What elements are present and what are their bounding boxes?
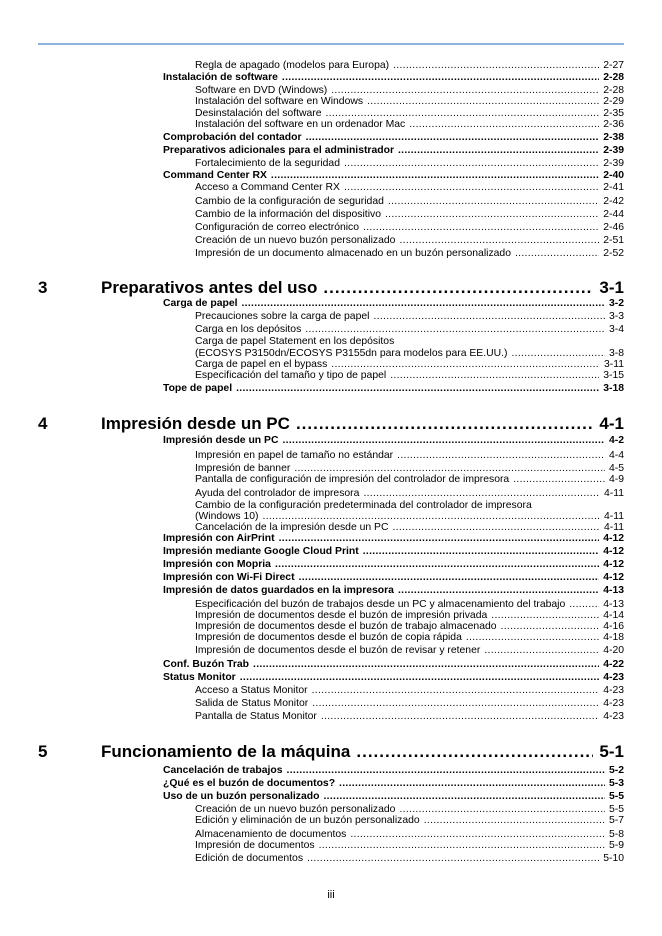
dot-leader	[279, 533, 600, 544]
chapter-title: Impresión desde un PC	[101, 414, 290, 433]
entry-page: 3-2	[608, 298, 624, 309]
toc-chapter[interactable]	[38, 414, 624, 434]
chapter-title: Preparativos antes del uso	[101, 278, 318, 297]
entry-title: Impresión de documentos desde el buzón de revisar y retener	[195, 645, 481, 656]
dot-leader	[306, 132, 600, 143]
entry-page: 4-12	[603, 572, 624, 583]
entry-title: ¿Qué es el buzón de documentos?	[163, 778, 336, 789]
dot-leader	[331, 85, 599, 96]
toc-subsection[interactable]	[195, 488, 624, 499]
dot-leader	[299, 572, 600, 583]
toc-subsection[interactable]	[195, 815, 624, 826]
entry-title: Impresión de datos guardados en la impresora	[163, 585, 394, 596]
toc-section[interactable]	[163, 778, 624, 789]
entry-page: 4-20	[603, 645, 624, 656]
entry-title: Instalación de software	[163, 72, 278, 83]
entry-page: 2-52	[603, 248, 624, 259]
entry-page: 4-11	[603, 511, 624, 522]
dot-leader	[363, 222, 599, 233]
dot-leader	[393, 60, 599, 71]
entry-title: Impresión de documentos	[195, 840, 315, 851]
toc-section[interactable]	[163, 145, 624, 156]
toc-section[interactable]	[163, 546, 624, 557]
entry-page: 5-8	[608, 829, 624, 840]
entry-title: Instalación del software en Windows	[195, 96, 364, 107]
toc-subsection[interactable]	[195, 711, 624, 722]
entry-title: Impresión de documentos desde el buzón de impresión privada	[195, 610, 488, 621]
toc-subsection[interactable]	[195, 222, 624, 233]
entry-title: Cambio de la información del dispositivo	[195, 209, 381, 220]
entry-title: Creación de un nuevo buzón personalizado	[195, 804, 396, 815]
entry-title: Software en DVD (Windows)	[195, 85, 328, 96]
entry-title: Edición de documentos	[195, 853, 304, 864]
entry-page: 4-2	[608, 435, 624, 446]
toc-section[interactable]	[163, 791, 624, 802]
entry-page: 4-4	[608, 450, 624, 461]
dot-leader	[305, 324, 605, 335]
entry-title: Impresión de un documento almacenado en un buzón personalizado	[195, 248, 511, 259]
entry-title: Cancelación de trabajos	[163, 765, 283, 776]
entry-page: 4-23	[603, 685, 624, 696]
toc-subsection[interactable]	[195, 182, 624, 193]
dot-leader	[511, 348, 605, 359]
entry-page: 3-3	[608, 311, 624, 322]
toc-subsection[interactable]	[195, 474, 624, 485]
entry-page: 4-11	[603, 522, 624, 533]
toc-section[interactable]	[163, 672, 624, 683]
entry-title: Impresión con AirPrint	[163, 533, 275, 544]
dot-leader	[501, 621, 600, 632]
dot-leader	[319, 840, 605, 851]
entry-page: 5-10	[603, 853, 624, 864]
dot-leader	[397, 450, 605, 461]
entry-page: 2-51	[603, 235, 624, 246]
entry-page: 2-44	[603, 209, 624, 220]
dot-leader	[513, 474, 605, 485]
toc-chapter[interactable]	[38, 742, 624, 762]
toc-entry-continuation: Cambio de la configuración predeterminada del controlador de impresora	[195, 500, 532, 511]
dot-leader	[344, 182, 599, 193]
toc-subsection[interactable]	[195, 853, 624, 864]
page-number: iii	[327, 889, 335, 901]
dot-leader	[393, 522, 600, 533]
entry-title: Carga de papel en el bypass	[195, 359, 328, 370]
entry-page: 4-16	[603, 621, 624, 632]
entry-page: 2-29	[603, 96, 624, 107]
entry-title: Salida de Status Monitor	[195, 698, 309, 709]
entry-page: 3-4	[608, 324, 624, 335]
dot-leader	[331, 359, 600, 370]
entry-page: 4-22	[603, 659, 624, 670]
entry-title: Impresión de banner	[195, 463, 291, 474]
entry-title: Regla de apagado (modelos para Europa)	[195, 60, 390, 71]
entry-page: 5-2	[608, 765, 624, 776]
toc-section[interactable]	[163, 572, 624, 583]
entry-title: Tope de papel	[163, 383, 233, 394]
toc-subsection[interactable]	[195, 698, 624, 709]
entry-title: Preparativos adicionales para el administrador	[163, 145, 394, 156]
dot-leader	[373, 311, 605, 322]
dot-leader	[491, 610, 599, 621]
dot-leader	[282, 72, 599, 83]
toc-subsection[interactable]	[195, 96, 624, 107]
chapter-page: 4-1	[599, 414, 624, 433]
entry-page: 4-18	[603, 632, 624, 643]
dot-leader	[282, 435, 604, 446]
toc-subsection[interactable]	[195, 632, 624, 643]
toc-section[interactable]	[163, 72, 624, 83]
dot-leader	[321, 711, 599, 722]
toc-subsection[interactable]	[195, 645, 624, 656]
chapter-number: 3	[38, 278, 48, 297]
toc-subsection[interactable]	[195, 60, 624, 71]
entry-title: Acceso a Command Center RX	[195, 182, 340, 193]
entry-page: 4-23	[603, 672, 624, 683]
toc-subsection[interactable]	[195, 685, 624, 696]
dot-leader	[339, 778, 605, 789]
entry-page: 2-36	[603, 119, 624, 130]
dot-leader	[242, 298, 605, 309]
toc-subsection[interactable]	[195, 196, 624, 207]
dot-leader	[398, 145, 599, 156]
entry-title: Ayuda del controlador de impresora	[195, 488, 360, 499]
dot-leader	[390, 370, 599, 381]
dot-leader	[253, 659, 599, 670]
toc-subsection[interactable]	[195, 324, 624, 335]
dot-leader	[294, 463, 605, 474]
entry-page: 4-9	[608, 474, 624, 485]
toc-subsection[interactable]	[195, 311, 624, 322]
toc-subsection[interactable]	[195, 450, 624, 461]
dot-leader	[344, 158, 599, 169]
toc-subsection[interactable]	[195, 359, 624, 370]
toc-subsection[interactable]	[195, 522, 624, 533]
entry-page: 2-28	[603, 85, 624, 96]
chapter-number: 4	[38, 414, 48, 433]
entry-title: Desinstalación del software	[195, 108, 322, 119]
entry-page: 2-40	[603, 170, 624, 181]
entry-title: Almacenamiento de documentos	[195, 829, 347, 840]
entry-title: Precauciones sobre la carga de papel	[195, 311, 370, 322]
chapter-title: Funcionamiento de la máquina	[101, 742, 351, 761]
entry-title: Impresión con Wi-Fi Direct	[163, 572, 295, 583]
entry-page: 3-11	[603, 359, 624, 370]
entry-page: 3-15	[603, 370, 624, 381]
entry-title: Instalación del software en un ordenador Mac	[195, 119, 406, 130]
dot-leader	[367, 96, 599, 107]
toc-subsection[interactable]	[195, 85, 624, 96]
dot-leader	[312, 698, 599, 709]
entry-title: Impresión mediante Google Cloud Print	[163, 546, 359, 557]
entry-title: Comprobación del contador	[163, 132, 302, 143]
toc-subsection[interactable]	[195, 209, 624, 220]
dot-leader	[307, 853, 599, 864]
entry-title: Carga de papel	[163, 298, 238, 309]
dot-leader	[296, 414, 593, 434]
toc-section[interactable]	[163, 298, 624, 309]
chapter-page: 3-1	[599, 278, 624, 297]
dot-leader	[236, 383, 599, 394]
entry-page: 2-27	[603, 60, 624, 71]
chapter-page: 5-1	[599, 742, 624, 761]
dot-leader	[287, 765, 605, 776]
entry-title: (ECOSYS P3150dn/ECOSYS P3155dn para modelos para EE.UU.)	[195, 348, 508, 359]
toc-subsection[interactable]	[195, 829, 624, 840]
toc-subsection[interactable]	[195, 610, 624, 621]
entry-page: 4-23	[603, 711, 624, 722]
dot-leader	[323, 278, 593, 298]
toc-chapter[interactable]	[38, 278, 624, 298]
dot-leader	[323, 791, 605, 802]
dot-leader	[515, 248, 599, 259]
dot-leader	[388, 196, 599, 207]
dot-leader	[409, 119, 599, 130]
toc-section[interactable]	[163, 435, 624, 446]
entry-title: Pantalla de Status Monitor	[195, 711, 317, 722]
entry-page: 4-5	[608, 463, 624, 474]
toc-subsection[interactable]	[195, 370, 624, 381]
entry-page: 4-13	[603, 599, 624, 610]
entry-page: 4-23	[603, 698, 624, 709]
dot-leader	[350, 829, 605, 840]
dot-leader	[363, 488, 600, 499]
toc-subsection[interactable]	[195, 599, 624, 610]
toc-section[interactable]	[163, 559, 624, 570]
toc-subsection[interactable]	[195, 804, 624, 815]
entry-page: 4-12	[603, 533, 624, 544]
entry-title: Creación de un nuevo buzón personalizado	[195, 235, 396, 246]
entry-page: 4-12	[603, 559, 624, 570]
toc-subsection[interactable]	[195, 463, 624, 474]
entry-page: 2-28	[603, 72, 624, 83]
toc-section[interactable]	[163, 659, 624, 670]
entry-title: Carga en los depósitos	[195, 324, 302, 335]
dot-leader	[484, 645, 599, 656]
entry-title: (Windows 10)	[195, 511, 259, 522]
entry-page: 3-8	[608, 348, 624, 359]
toc-subsection[interactable]	[195, 248, 624, 259]
entry-title: Conf. Buzón Trab	[163, 659, 250, 670]
entry-title: Impresión con Mopria	[163, 559, 271, 570]
entry-title: Cancelación de la impresión desde un PC	[195, 522, 389, 533]
dot-leader	[325, 108, 599, 119]
toc-section[interactable]	[163, 132, 624, 143]
dot-leader	[240, 672, 599, 683]
entry-page: 5-5	[608, 791, 624, 802]
entry-title: Edición y eliminación de un buzón personalizado	[195, 815, 420, 826]
entry-page: 2-39	[603, 158, 624, 169]
dot-leader	[263, 511, 600, 522]
toc-subsection[interactable]	[195, 348, 624, 359]
entry-page: 5-9	[608, 840, 624, 851]
toc-subsection[interactable]	[195, 108, 624, 119]
toc-entry-continuation: Carga de papel Statement en los depósitos	[195, 336, 395, 347]
toc-section[interactable]	[163, 533, 624, 544]
entry-title: Fortalecimiento de la seguridad	[195, 158, 340, 169]
toc-subsection[interactable]	[195, 840, 624, 851]
entry-page: 2-46	[603, 222, 624, 233]
entry-title: Cambio de la configuración de seguridad	[195, 196, 384, 207]
dot-leader	[275, 559, 599, 570]
entry-page: 2-42	[603, 196, 624, 207]
toc-section[interactable]	[163, 765, 624, 776]
toc-subsection[interactable]	[195, 621, 624, 632]
toc-section[interactable]	[163, 170, 624, 181]
entry-title: Uso de un buzón personalizado	[163, 791, 320, 802]
entry-title: Command Center RX	[163, 170, 267, 181]
entry-page: 4-11	[603, 488, 624, 499]
dot-leader	[312, 685, 600, 696]
entry-title: Especificación del buzón de trabajos desde un PC y almacenamiento del trabajo	[195, 599, 566, 610]
entry-title: Pantalla de configuración de impresión del controlador de impresora	[195, 474, 510, 485]
entry-title: Status Monitor	[163, 672, 236, 683]
entry-title: Impresión desde un PC	[163, 435, 279, 446]
entry-title: Configuración de correo electrónico	[195, 222, 360, 233]
entry-page: 4-13	[603, 585, 624, 596]
entry-page: 3-18	[603, 383, 624, 394]
toc-subsection[interactable]	[195, 511, 624, 522]
dot-leader	[399, 804, 605, 815]
entry-page: 5-7	[608, 815, 624, 826]
toc-section[interactable]	[163, 585, 624, 596]
toc-subsection[interactable]	[195, 119, 624, 130]
entry-page: 5-3	[608, 778, 624, 789]
dot-leader	[399, 235, 599, 246]
entry-page: 4-14	[603, 610, 624, 621]
chapter-number: 5	[38, 742, 48, 761]
dot-leader	[569, 599, 599, 610]
entry-title: Impresión de documentos desde el buzón de trabajo almacenado	[195, 621, 497, 632]
entry-page: 2-41	[603, 182, 624, 193]
entry-page: 2-38	[603, 132, 624, 143]
entry-title: Impresión en papel de tamaño no estándar	[195, 450, 394, 461]
dot-leader	[424, 815, 605, 826]
entry-title: Especificación del tamaño y tipo de papel	[195, 370, 387, 381]
dot-leader	[271, 170, 599, 181]
entry-title: Impresión de documentos desde el buzón de copia rápida	[195, 632, 462, 643]
dot-leader	[385, 209, 599, 220]
dot-leader	[466, 632, 599, 643]
toc-subsection[interactable]	[195, 158, 624, 169]
dot-leader	[356, 742, 593, 762]
entry-page: 2-39	[603, 145, 624, 156]
entry-page: 4-12	[603, 546, 624, 557]
dot-leader	[363, 546, 599, 557]
entry-page: 2-35	[603, 108, 624, 119]
toc-section[interactable]	[163, 383, 624, 394]
entry-page: 5-5	[608, 804, 624, 815]
entry-title: Acceso a Status Monitor	[195, 685, 308, 696]
toc-subsection[interactable]	[195, 235, 624, 246]
dot-leader	[398, 585, 599, 596]
